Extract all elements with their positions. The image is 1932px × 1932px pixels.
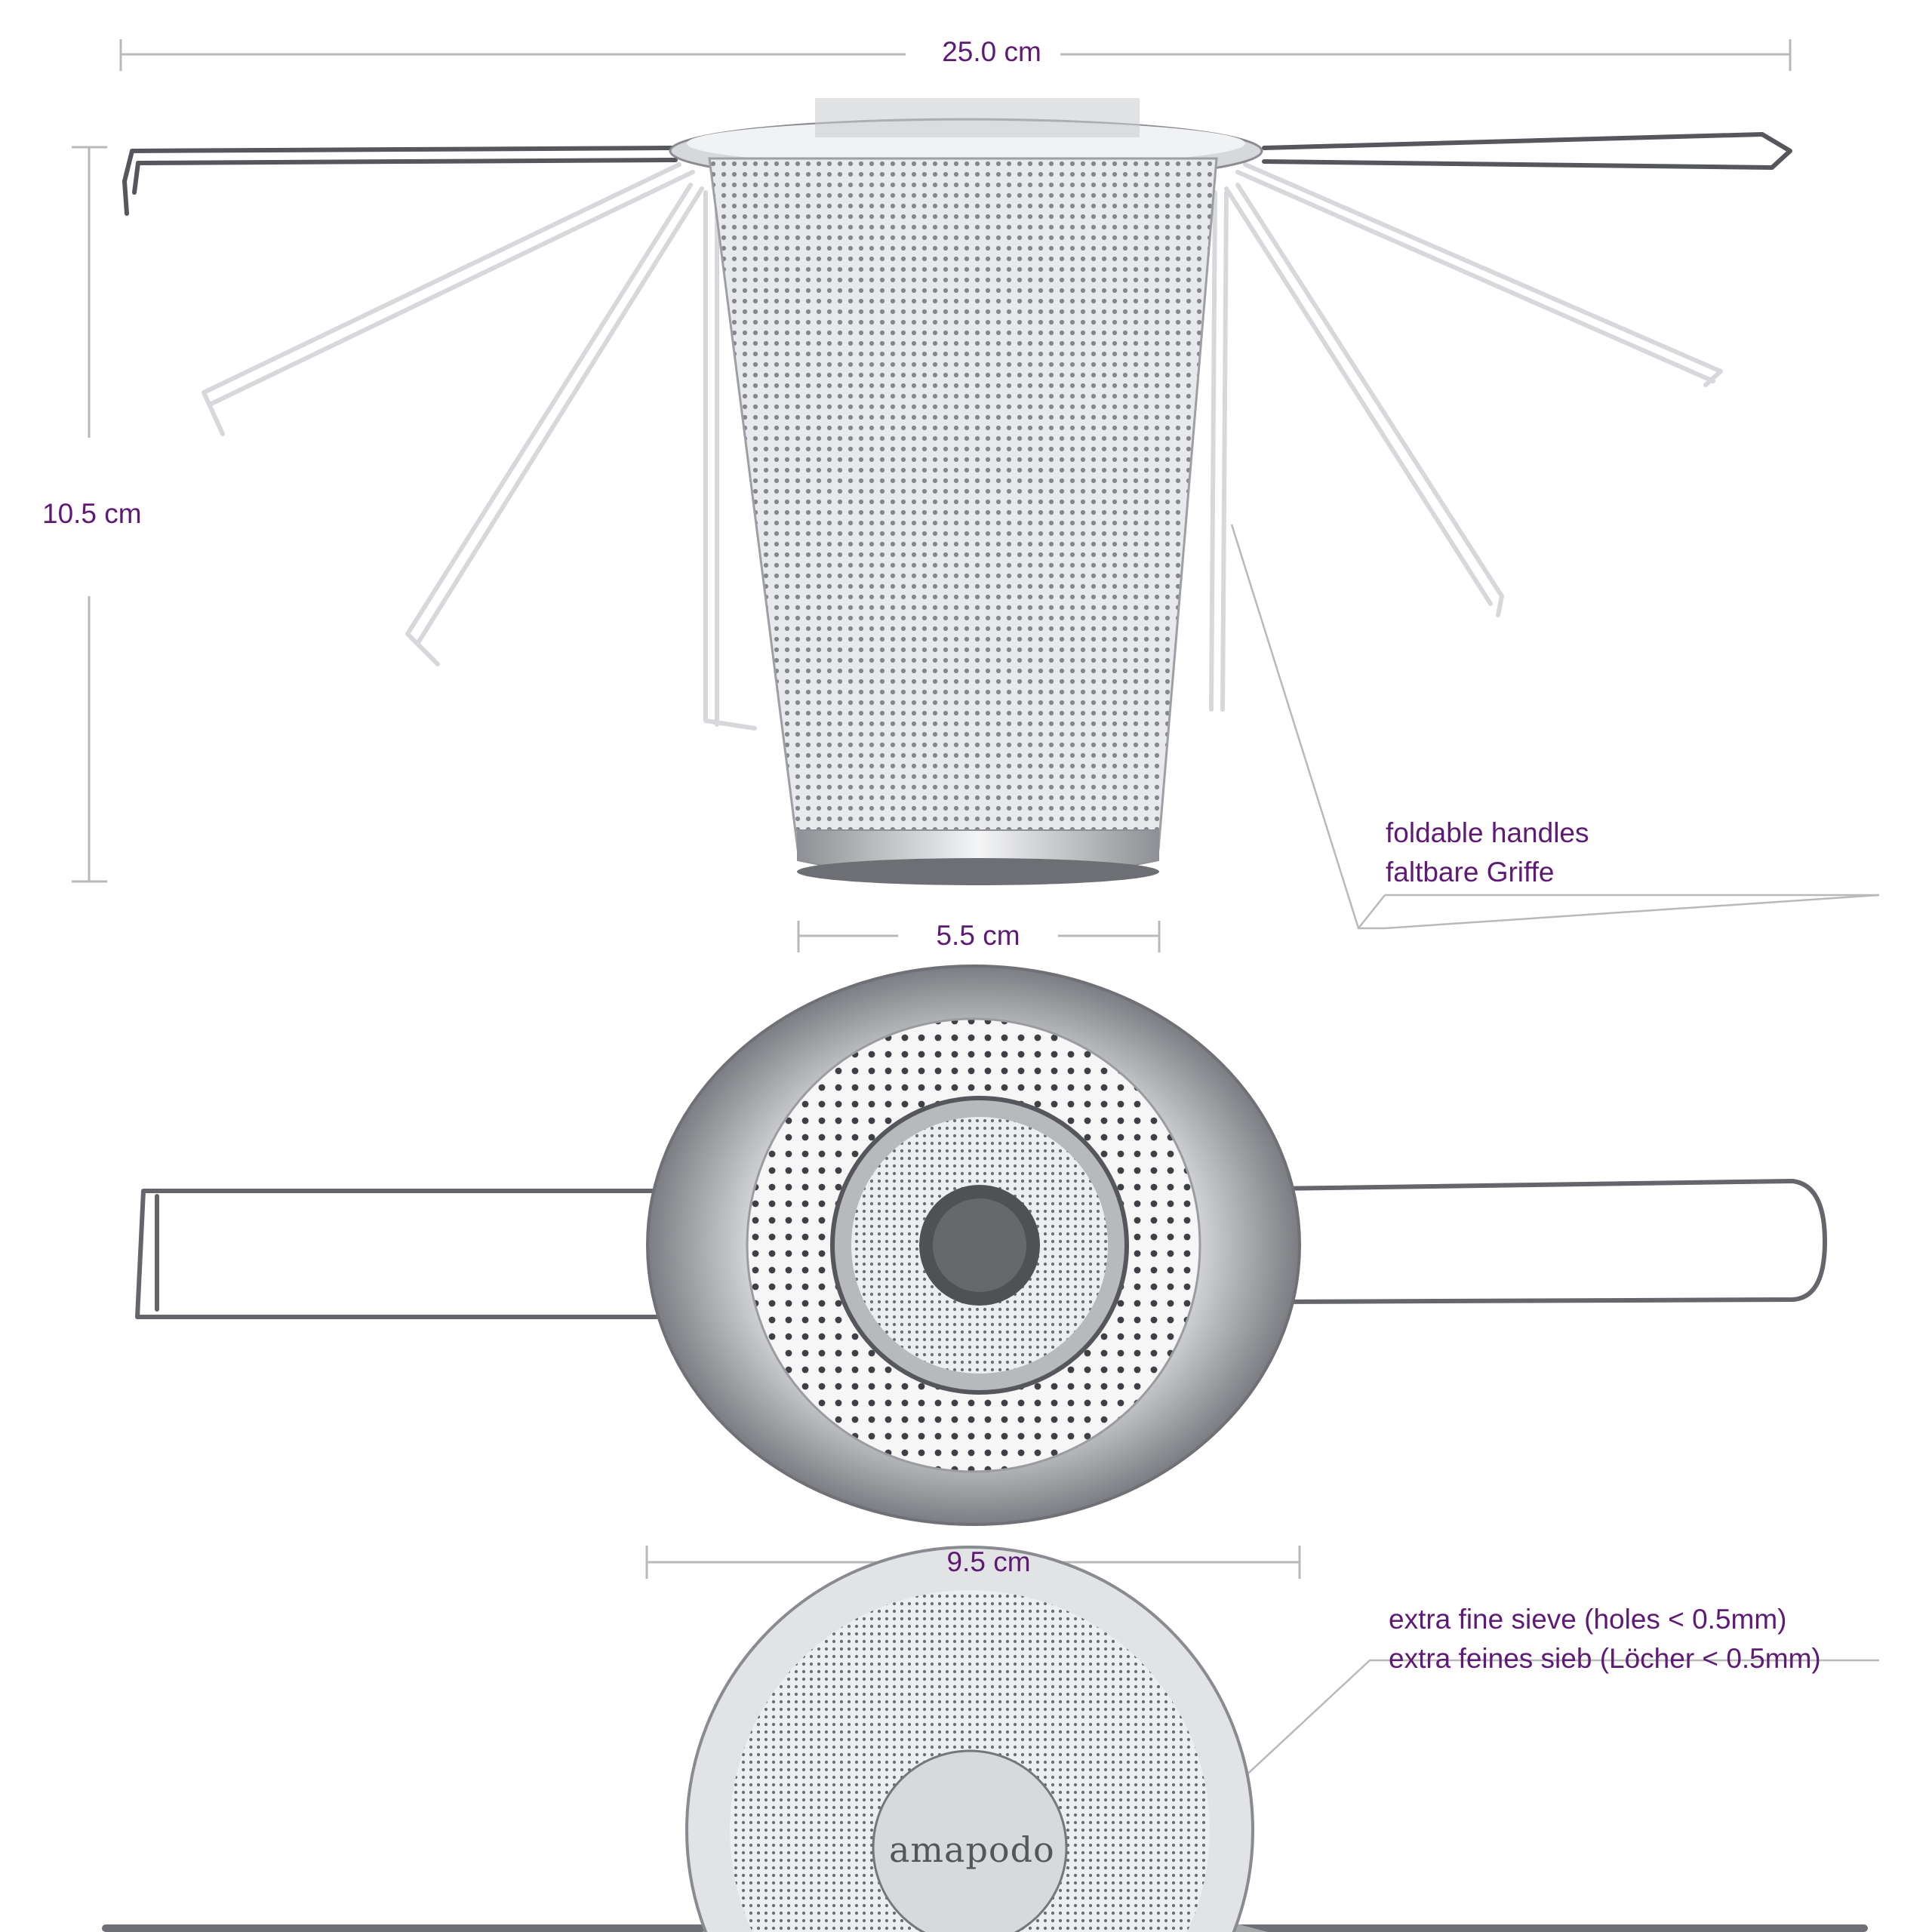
amapodo-logo: amapodo xyxy=(889,1829,1055,1870)
height-dimension-label: 10.5 cm xyxy=(42,498,142,529)
foldable-handles-de: faltbare Griffe xyxy=(1386,857,1555,888)
foldable-handles-annotation xyxy=(1386,814,1589,892)
bottom-diameter-label: 5.5 cm xyxy=(936,920,1020,951)
tea-strainer-top-image xyxy=(137,966,1825,1524)
tea-strainer-side-image xyxy=(125,98,1790,885)
top-diameter-label: 9.5 cm xyxy=(946,1546,1031,1577)
width-dimension-label: 25.0 cm xyxy=(942,36,1041,67)
fine-sieve-annotation xyxy=(1389,1600,1821,1678)
foldable-handles-en: foldable handles xyxy=(1386,817,1589,848)
fine-sieve-en: extra fine sieve (holes < 0.5mm) xyxy=(1389,1604,1787,1635)
fine-sieve-de: extra feines sieb (Löcher < 0.5mm) xyxy=(1389,1643,1821,1674)
